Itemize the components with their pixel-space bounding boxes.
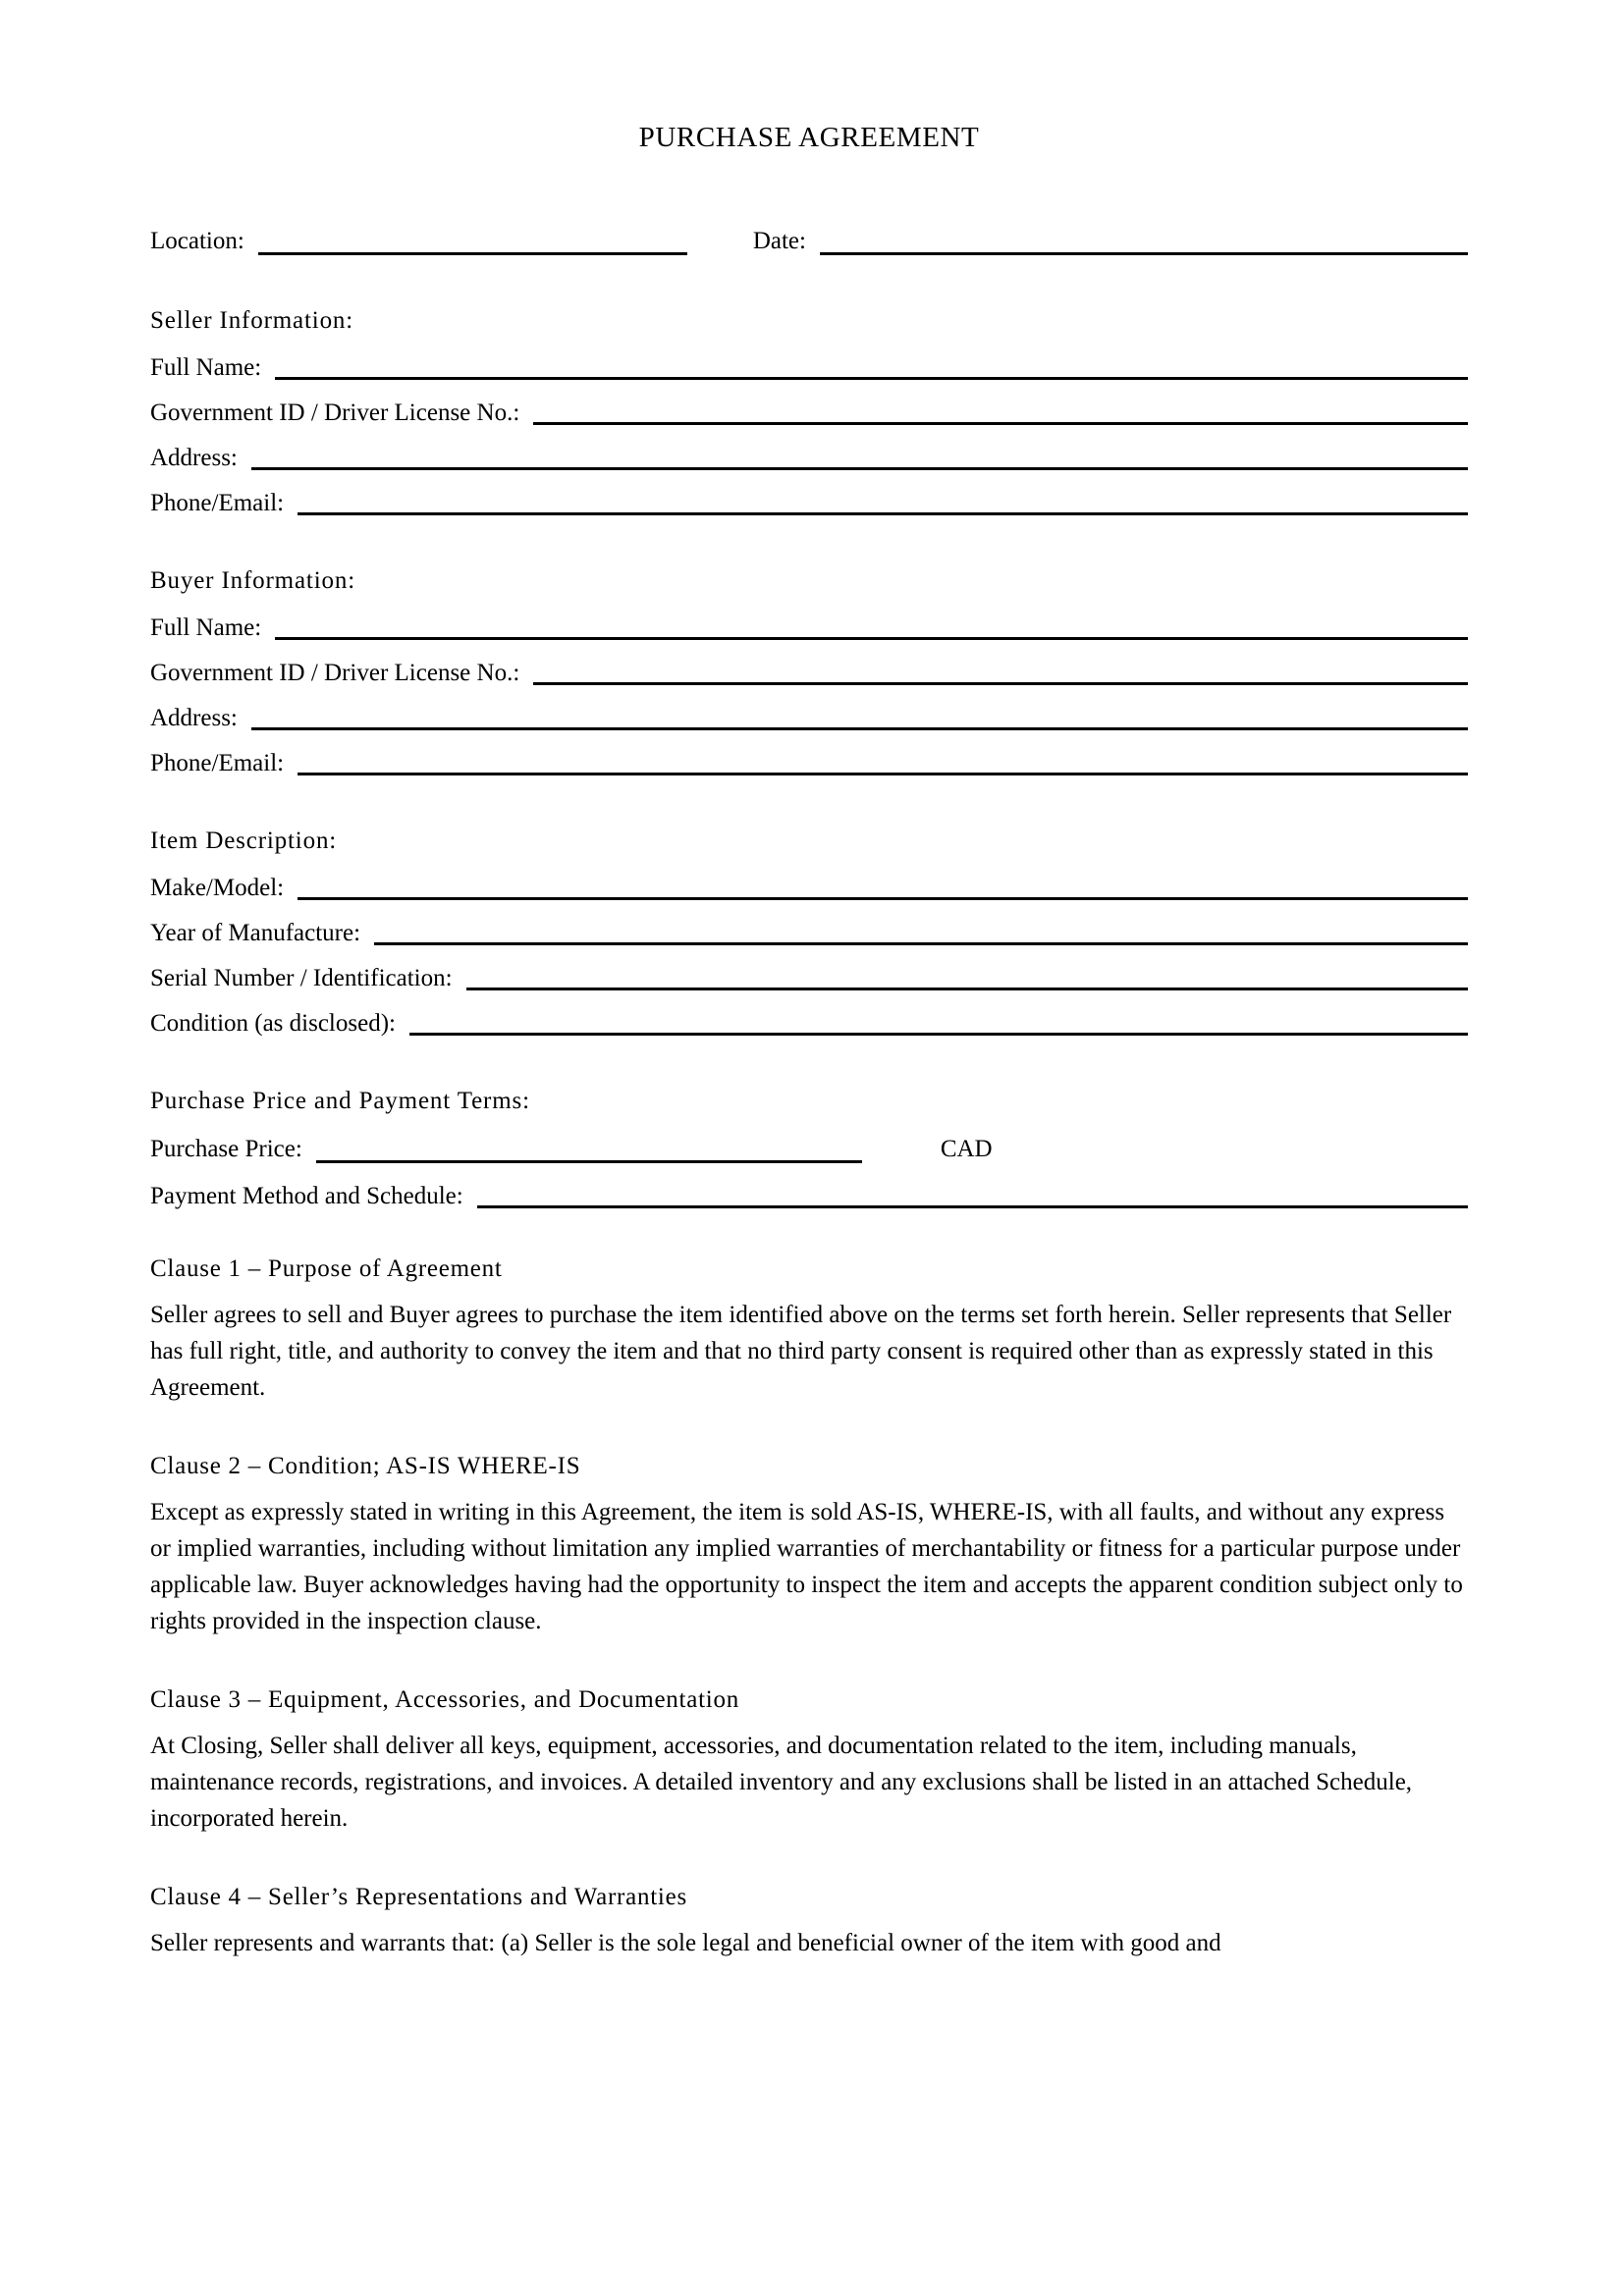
purchase-price-row bbox=[150, 1136, 1468, 1163]
purchase-price-label: Purchase Price: bbox=[150, 1136, 302, 1162]
item-condition-row bbox=[150, 1011, 1468, 1036]
location-input[interactable] bbox=[258, 233, 687, 255]
date-input[interactable] bbox=[820, 233, 1468, 255]
clause-4-body: Seller represents and warrants that: (a) Seller is the sole legal and beneficial owner of the item with good and bbox=[150, 1930, 1221, 1956]
page-content bbox=[150, 0, 1468, 1961]
clause-1-heading: Clause 1 – Purpose of Agreement bbox=[150, 1255, 503, 1282]
item-serial-number-input[interactable] bbox=[466, 968, 1468, 990]
clause-3 bbox=[150, 1686, 1468, 1837]
buyer-address-input[interactable] bbox=[251, 708, 1468, 730]
item-year-row bbox=[150, 921, 1468, 945]
seller-full-name-row bbox=[150, 355, 1468, 380]
item-serial-number-label: Serial Number / Identification: bbox=[150, 965, 453, 991]
item-year-input[interactable] bbox=[374, 923, 1468, 945]
item-year-label: Year of Manufacture: bbox=[150, 920, 361, 946]
purchase-price-input[interactable] bbox=[316, 1141, 862, 1163]
buyer-government-id-row bbox=[150, 661, 1468, 685]
clause-3-body: At Closing, Seller shall deliver all keys, equipment, accessories, and documentation related to the item, including manuals, maintenance records, registrations, and invoices. A detailed inventory and any exclusions shall be listed in an attached Schedule, incorporated herein. bbox=[150, 1733, 1413, 1832]
item-condition-input[interactable] bbox=[409, 1013, 1468, 1036]
buyer-full-name-input[interactable] bbox=[275, 617, 1468, 640]
purchase-price-heading: Purchase Price and Payment Terms: bbox=[150, 1088, 530, 1114]
payment-method-input[interactable] bbox=[477, 1186, 1468, 1208]
seller-phone-email-row bbox=[150, 491, 1468, 515]
seller-government-id-label: Government ID / Driver License No.: bbox=[150, 400, 520, 426]
seller-information-heading: Seller Information: bbox=[150, 307, 354, 334]
seller-government-id-row bbox=[150, 400, 1468, 425]
seller-full-name-input[interactable] bbox=[275, 357, 1468, 380]
purchase-price-section bbox=[150, 1088, 1468, 1208]
seller-address-input[interactable] bbox=[251, 448, 1468, 470]
item-serial-number-row bbox=[150, 966, 1468, 990]
date-label: Date: bbox=[752, 228, 806, 254]
buyer-address-row bbox=[150, 706, 1468, 730]
clause-1-body: Seller agrees to sell and Buyer agrees to purchase the item identified above on the terms set forth herein. Seller represents that Seller has full right, title, and authority to convey the item and that no third party consent is required other than as expressly stated in this Agreement. bbox=[150, 1302, 1452, 1401]
buyer-information-section bbox=[150, 567, 1468, 775]
location-date-row bbox=[150, 154, 1468, 255]
buyer-full-name-row bbox=[150, 615, 1468, 640]
item-description-heading: Item Description: bbox=[150, 828, 338, 854]
item-make-model-label: Make/Model: bbox=[150, 875, 285, 901]
clause-2-heading: Clause 2 – Condition; AS-IS WHERE-IS bbox=[150, 1453, 581, 1479]
page-title: PURCHASE AGREEMENT bbox=[638, 122, 980, 153]
item-make-model-row bbox=[150, 876, 1468, 900]
payment-method-label: Payment Method and Schedule: bbox=[150, 1183, 463, 1209]
seller-address-label: Address: bbox=[150, 445, 238, 471]
buyer-information-heading: Buyer Information: bbox=[150, 567, 356, 594]
clause-2-body: Except as expressly stated in writing in this Agreement, the item is sold AS-IS, WHERE-IS, with all faults, and without any express or implied warranties, including without limitation any implied warranties of merchantability or fitness for a particular purpose under applicable law. Buyer acknowledges having had the opportunity to inspect the item and accepts the apparent condition subject only to rights provided in the inspection clause. bbox=[150, 1499, 1463, 1634]
buyer-government-id-label: Government ID / Driver License No.: bbox=[150, 660, 520, 686]
buyer-government-id-input[interactable] bbox=[533, 663, 1468, 685]
currency-label: CAD bbox=[940, 1136, 993, 1162]
seller-address-row bbox=[150, 446, 1468, 470]
payment-method-row bbox=[150, 1184, 1468, 1208]
location-label: Location: bbox=[150, 228, 244, 254]
clause-3-heading: Clause 3 – Equipment, Accessories, and Documentation bbox=[150, 1686, 739, 1713]
seller-full-name-label: Full Name: bbox=[150, 354, 262, 381]
clause-1 bbox=[150, 1255, 1468, 1406]
buyer-address-label: Address: bbox=[150, 705, 238, 731]
buyer-full-name-label: Full Name: bbox=[150, 614, 262, 641]
item-make-model-input[interactable] bbox=[298, 878, 1468, 900]
item-description-section bbox=[150, 828, 1468, 1036]
clause-4-heading: Clause 4 – Seller’s Representations and Warranties bbox=[150, 1884, 687, 1910]
buyer-phone-email-row bbox=[150, 751, 1468, 775]
clause-2 bbox=[150, 1453, 1468, 1639]
item-condition-label: Condition (as disclosed): bbox=[150, 1010, 396, 1037]
clause-4 bbox=[150, 1884, 1468, 1961]
seller-information-section bbox=[150, 307, 1468, 515]
seller-phone-email-input[interactable] bbox=[298, 493, 1468, 515]
buyer-phone-email-input[interactable] bbox=[298, 753, 1468, 775]
seller-phone-email-label: Phone/Email: bbox=[150, 490, 285, 516]
buyer-phone-email-label: Phone/Email: bbox=[150, 750, 285, 776]
seller-government-id-input[interactable] bbox=[533, 402, 1468, 425]
